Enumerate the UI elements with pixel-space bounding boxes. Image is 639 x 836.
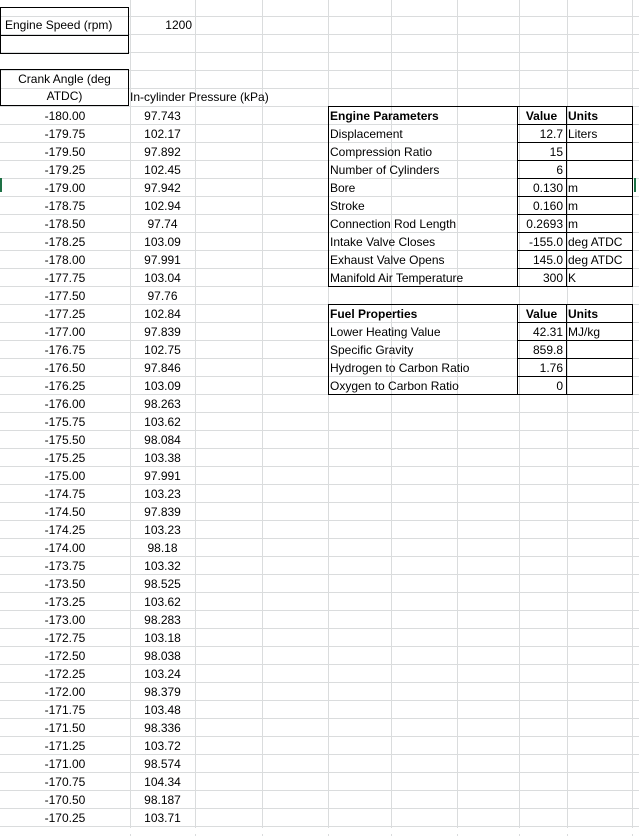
crank-angle-cell[interactable]: -176.75 — [44, 343, 86, 357]
engine-params-header-name[interactable]: Engine Parameters — [330, 109, 439, 123]
row-selection-marker-left — [0, 178, 2, 192]
pressure-cell[interactable]: 103.48 — [144, 703, 181, 717]
engine-params-item-value[interactable]: 12.7 — [539, 127, 563, 141]
engine-params-item-units[interactable]: deg ATDC — [568, 253, 623, 267]
engine-params-item-units[interactable]: m — [568, 217, 578, 231]
engine-params-item-name[interactable]: Compression Ratio — [330, 145, 433, 159]
crank-angle-cell[interactable]: -175.50 — [44, 433, 86, 447]
pressure-cell[interactable]: 102.45 — [144, 163, 181, 177]
crank-angle-cell[interactable]: -171.00 — [44, 757, 86, 771]
pressure-cell[interactable]: 103.23 — [144, 523, 181, 537]
pressure-cell[interactable]: 103.09 — [144, 235, 181, 249]
row-selection-marker-right — [634, 178, 636, 192]
engine-params-item-name[interactable]: Number of Cylinders — [330, 163, 440, 177]
engine-params-item-value[interactable]: 145.0 — [532, 253, 563, 267]
fuel-props-item-name[interactable]: Specific Gravity — [330, 343, 414, 357]
fuel-props-item-value[interactable]: 42.31 — [532, 325, 563, 339]
pressure-cell[interactable]: 98.038 — [144, 649, 181, 663]
crank-angle-cell[interactable]: -176.50 — [44, 361, 86, 375]
fuel-props-item-name[interactable]: Oxygen to Carbon Ratio — [330, 379, 459, 393]
crank-angle-cell[interactable]: -179.25 — [44, 163, 86, 177]
crank-angle-cell[interactable]: -170.25 — [44, 811, 86, 825]
crank-angle-header-cell[interactable] — [0, 69, 129, 106]
engine-params-item-units[interactable]: Liters — [568, 127, 598, 141]
crank-angle-cell[interactable]: -178.25 — [44, 235, 86, 249]
pressure-cell[interactable]: 98.18 — [147, 541, 178, 555]
pressure-cell[interactable]: 102.94 — [144, 199, 181, 213]
engine-params-item-units[interactable]: deg ATDC — [568, 235, 623, 249]
engine-params-item-name[interactable]: Manifold Air Temperature — [330, 271, 464, 285]
crank-angle-cell[interactable]: -174.25 — [44, 523, 86, 537]
fuel-props-item-name[interactable]: Lower Heating Value — [330, 325, 441, 339]
pressure-cell[interactable]: 104.34 — [144, 775, 181, 789]
crank-angle-cell[interactable]: -177.00 — [44, 325, 86, 339]
pressure-cell[interactable]: 97.74 — [147, 217, 178, 231]
pressure-cell[interactable]: 98.574 — [144, 757, 181, 771]
engine-params-item-units[interactable]: K — [568, 271, 577, 285]
pressure-cell[interactable]: 103.62 — [144, 595, 181, 609]
fuel-props-item-value[interactable]: 859.8 — [532, 343, 563, 357]
engine-params-item-name[interactable]: Intake Valve Closes — [330, 235, 436, 249]
crank-angle-cell[interactable]: -172.25 — [44, 667, 86, 681]
crank-angle-cell[interactable]: -175.00 — [44, 469, 86, 483]
engine-params-item-value[interactable]: 0.2693 — [526, 217, 563, 231]
crank-angle-cell[interactable]: -180.00 — [44, 109, 86, 123]
crank-angle-cell[interactable]: -175.25 — [44, 451, 86, 465]
crank-angle-cell[interactable]: -176.25 — [44, 379, 86, 393]
engine-speed-label: Engine Speed (rpm) — [5, 18, 113, 32]
fuel-props-item-value[interactable]: 1.76 — [539, 361, 563, 375]
engine-params-item-value[interactable]: 0.130 — [532, 181, 563, 195]
pressure-cell[interactable]: 97.839 — [144, 505, 181, 519]
pressure-cell[interactable]: 103.04 — [144, 271, 181, 285]
fuel-props-item-units[interactable]: MJ/kg — [568, 325, 601, 339]
engine-params-item-name[interactable]: Stroke — [330, 199, 365, 213]
pressure-cell[interactable]: 103.71 — [144, 811, 181, 825]
crank-angle-cell[interactable]: -173.50 — [44, 577, 86, 591]
engine-params-item-name[interactable]: Bore — [330, 181, 356, 195]
pressure-cell[interactable]: 97.846 — [144, 361, 181, 375]
fuel-props-column-divider — [566, 304, 567, 395]
fuel-props-item-units[interactable] — [568, 341, 631, 359]
engine-params-header-units[interactable]: Units — [568, 109, 598, 123]
crank-angle-cell[interactable]: -178.00 — [44, 253, 86, 267]
crank-angle-cell[interactable]: -173.25 — [44, 595, 86, 609]
fuel-props-header-name[interactable]: Fuel Properties — [330, 307, 418, 321]
pressure-cell[interactable]: 97.743 — [144, 109, 181, 123]
fuel-props-header-value[interactable]: Value — [525, 307, 558, 321]
pressure-cell[interactable]: 98.525 — [144, 577, 181, 591]
engine-params-item-units[interactable]: m — [568, 181, 578, 195]
pressure-cell[interactable]: 102.17 — [144, 127, 181, 141]
pressure-cell[interactable]: 103.24 — [144, 667, 181, 681]
crank-angle-cell[interactable]: -179.75 — [44, 127, 86, 141]
pressure-cell[interactable]: 98.379 — [144, 685, 181, 699]
crank-angle-cell[interactable]: -179.00 — [44, 181, 86, 195]
crank-angle-cell[interactable]: -171.75 — [44, 703, 86, 717]
crank-angle-cell[interactable]: -178.75 — [44, 199, 86, 213]
engine-params-item-units[interactable] — [568, 143, 631, 161]
crank-angle-cell[interactable]: -174.75 — [44, 487, 86, 501]
engine-params-item-value[interactable]: 0.160 — [532, 199, 563, 213]
crank-angle-cell[interactable]: -174.00 — [44, 541, 86, 555]
grid-column-line — [262, 0, 263, 836]
engine-speed-empty-cell[interactable] — [0, 35, 129, 54]
crank-angle-cell[interactable]: -174.50 — [44, 505, 86, 519]
crank-angle-cell[interactable]: -175.75 — [44, 415, 86, 429]
crank-angle-cell[interactable]: -177.75 — [44, 271, 86, 285]
pressure-cell[interactable]: 103.23 — [144, 487, 181, 501]
pressure-cell[interactable]: 97.942 — [144, 181, 181, 195]
engine-params-item-value[interactable]: -155.0 — [528, 235, 563, 249]
crank-angle-cell[interactable]: -172.00 — [44, 685, 86, 699]
pressure-cell[interactable]: 103.38 — [144, 451, 181, 465]
crank-angle-cell[interactable]: -173.00 — [44, 613, 86, 627]
crank-angle-cell[interactable]: -176.00 — [44, 397, 86, 411]
crank-angle-cell[interactable]: -172.50 — [44, 649, 86, 663]
pressure-cell[interactable]: 103.09 — [144, 379, 181, 393]
crank-angle-cell[interactable]: -170.75 — [44, 775, 86, 789]
pressure-cell[interactable]: 103.72 — [144, 739, 181, 753]
pressure-cell[interactable]: 97.991 — [144, 253, 181, 267]
crank-angle-label-1: Crank Angle (deg — [18, 72, 111, 86]
grid-column-line — [195, 0, 196, 836]
crank-angle-cell[interactable]: -178.50 — [44, 217, 86, 231]
engine-params-header-value[interactable]: Value — [525, 109, 558, 123]
pressure-cell[interactable]: 97.839 — [144, 325, 181, 339]
fuel-props-item-name[interactable]: Hydrogen to Carbon Ratio — [330, 361, 470, 375]
engine-params-item-units[interactable]: m — [568, 199, 578, 213]
crank-angle-cell[interactable]: -179.50 — [44, 145, 86, 159]
engine-params-item-value[interactable]: 300 — [542, 271, 563, 285]
fuel-props-item-value[interactable]: 0 — [556, 379, 563, 393]
crank-angle-cell[interactable]: -177.25 — [44, 307, 86, 321]
pressure-cell[interactable]: 97.892 — [144, 145, 181, 159]
crank-angle-cell[interactable]: -177.50 — [44, 289, 86, 303]
pressure-header[interactable]: In-cylinder Pressure (kPa) — [130, 90, 269, 104]
engine-params-item-name[interactable]: Exhaust Valve Opens — [330, 253, 445, 267]
crank-angle-cell[interactable]: -171.25 — [44, 739, 86, 753]
engine-speed-label-cell[interactable] — [0, 7, 129, 36]
engine-params-item-value[interactable]: 6 — [556, 163, 563, 177]
pressure-cell[interactable]: 102.75 — [144, 343, 181, 357]
crank-angle-cell[interactable]: -170.50 — [44, 793, 86, 807]
pressure-cell[interactable]: 103.18 — [144, 631, 181, 645]
pressure-cell[interactable]: 98.084 — [144, 433, 181, 447]
partial-row-cut — [0, 828, 639, 834]
pressure-cell[interactable]: 98.187 — [144, 793, 181, 807]
engine-params-item-units[interactable] — [568, 161, 631, 179]
crank-angle-cell[interactable]: -172.75 — [44, 631, 86, 645]
engine-params-item-value[interactable]: 15 — [549, 145, 563, 159]
crank-angle-cell[interactable]: -171.50 — [44, 721, 86, 735]
fuel-props-item-units[interactable] — [568, 377, 631, 395]
pressure-cell[interactable]: 103.32 — [144, 559, 181, 573]
engine-params-item-name[interactable]: Connection Rod Length — [330, 217, 457, 231]
pressure-cell[interactable]: 98.263 — [144, 397, 181, 411]
pressure-cell[interactable]: 97.76 — [147, 289, 178, 303]
pressure-cell[interactable]: 98.283 — [144, 613, 181, 627]
pressure-cell[interactable]: 103.62 — [144, 415, 181, 429]
pressure-cell[interactable]: 97.991 — [144, 469, 181, 483]
fuel-props-header-units[interactable]: Units — [568, 307, 598, 321]
pressure-cell[interactable]: 102.84 — [144, 307, 181, 321]
pressure-cell[interactable]: 98.336 — [144, 721, 181, 735]
engine-speed-value[interactable]: 1200 — [165, 18, 192, 32]
crank-angle-cell[interactable]: -173.75 — [44, 559, 86, 573]
fuel-props-item-units[interactable] — [568, 359, 631, 377]
engine-params-item-name[interactable]: Displacement — [330, 127, 403, 141]
crank-angle-label-2: ATDC) — [46, 89, 83, 103]
